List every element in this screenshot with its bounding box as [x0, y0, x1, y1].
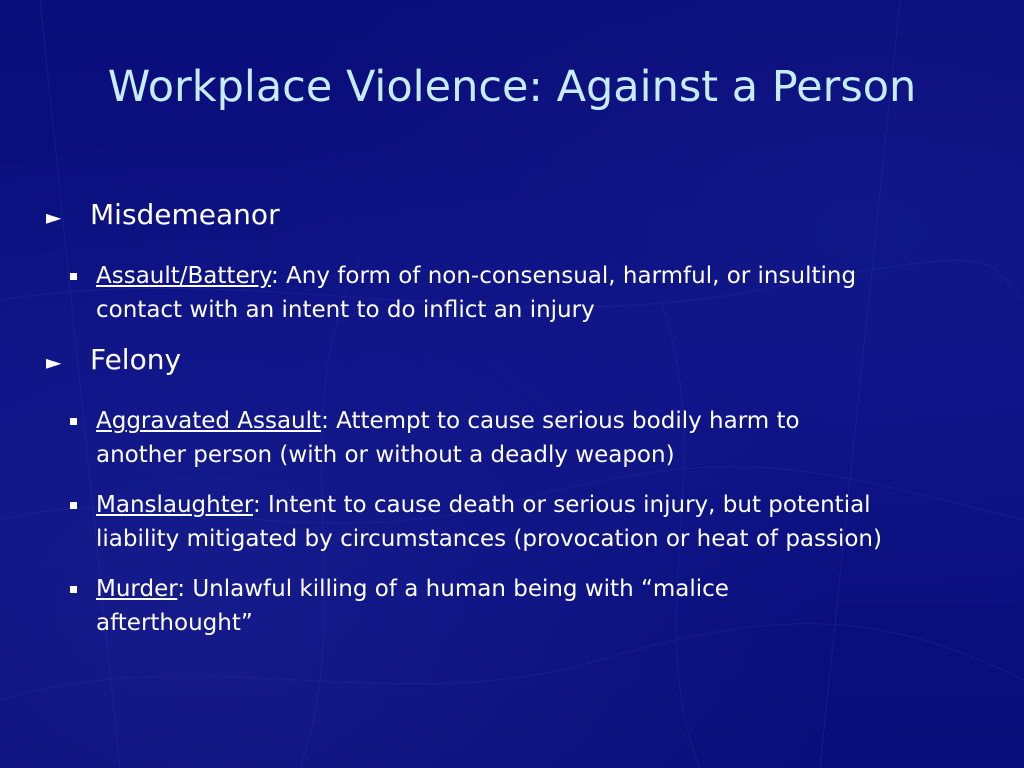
definition-line1: : Intent to cause death or serious injury, but potential — [252, 492, 871, 518]
section-heading-misdemeanor — [46, 198, 986, 231]
square-bullet-icon — [70, 586, 77, 593]
right-pointer-icon: ► — [46, 350, 62, 374]
square-bullet-icon — [70, 502, 77, 509]
section-heading-felony — [46, 343, 986, 376]
term-murder: Murder — [96, 576, 178, 602]
definition-line2: another person (with or without a deadly weapon) — [96, 442, 675, 468]
term-aggravated-assault: Aggravated Assault — [96, 408, 322, 434]
section-heading-label: Misdemeanor — [90, 198, 280, 231]
definition-line1: : Unlawful killing of a human being with “malice — [177, 576, 729, 602]
right-pointer-icon: ► — [46, 205, 62, 229]
definition-line1: : Attempt to cause serious bodily harm to — [321, 408, 800, 434]
slide-content — [46, 198, 986, 656]
list-item-aggravated-assault — [46, 404, 986, 472]
square-bullet-icon — [70, 273, 77, 280]
square-bullet-icon — [70, 418, 77, 425]
list-item-assault-battery — [46, 259, 986, 327]
section-heading-label: Felony — [90, 343, 182, 376]
definition-line2: afterthought” — [96, 610, 253, 636]
slide-title: Workplace Violence: Against a Person — [107, 62, 917, 112]
definition-line2: liability mitigated by circumstances (provocation or heat of passion) — [96, 526, 882, 552]
list-item-murder — [46, 572, 986, 640]
term-manslaughter: Manslaughter — [96, 492, 253, 518]
term-assault-battery: Assault/Battery — [96, 263, 271, 289]
list-item-manslaughter — [46, 488, 986, 556]
definition-line2: contact with an intent to do inflict an injury — [96, 297, 595, 323]
definition-line1: : Any form of non-consensual, harmful, or insulting — [270, 263, 857, 289]
